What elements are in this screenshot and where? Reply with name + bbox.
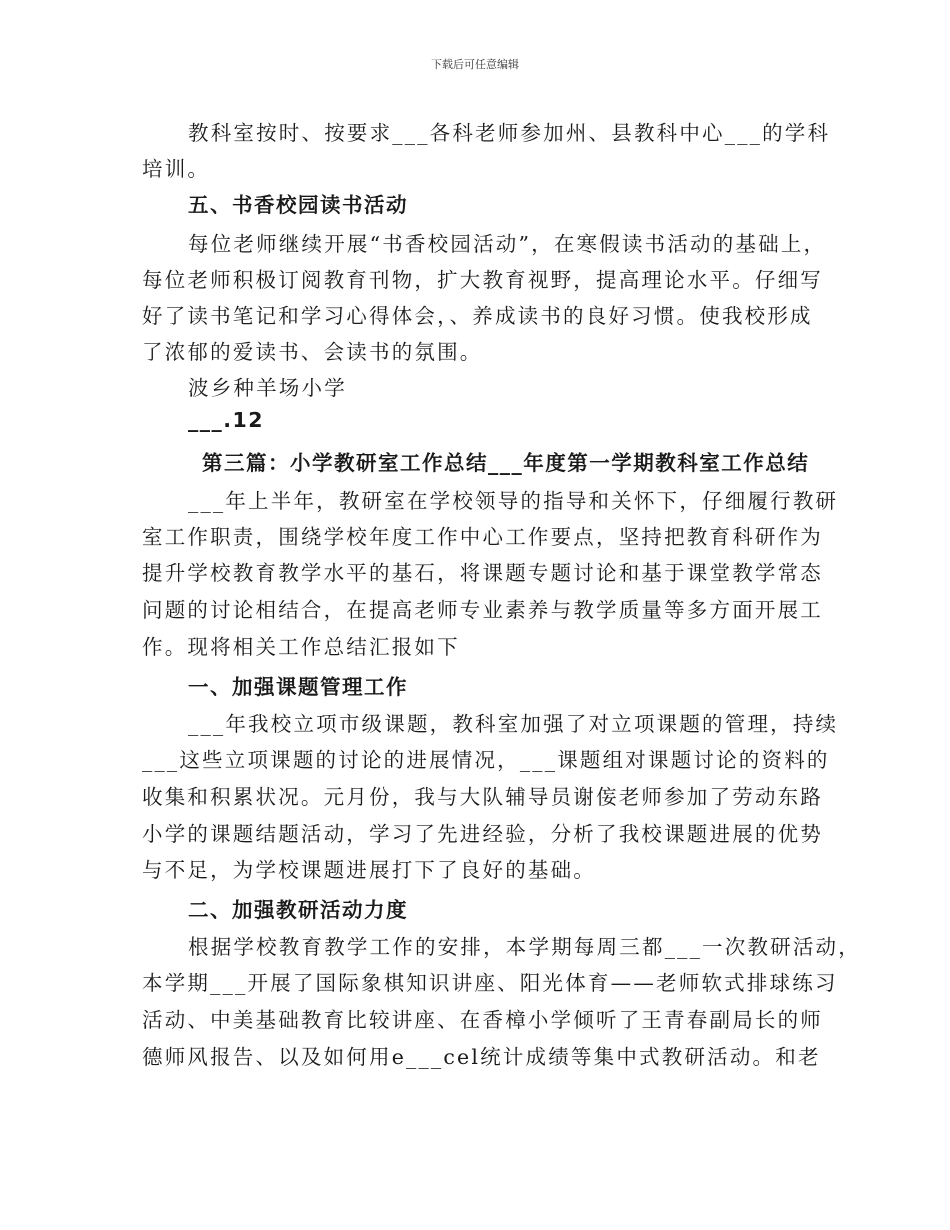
text-line: 培训。 (142, 157, 211, 181)
text-line: 小学的课题结题活动，学习了先进经验，分析了我校课题进展的优势 (142, 822, 823, 846)
school-name: 波乡种羊场小学 (188, 376, 347, 400)
section-heading: 五、书香校园读书活动 (188, 193, 408, 217)
text-line: 本学期___开展了国际象棋知识讲座、阳光体育——老师软式排球练习 (142, 971, 838, 995)
text-line: 每位老师积极订阅教育刊物，扩大教育视野，提高理论水平。仔细写 (142, 268, 823, 292)
section-heading: 一、加强课题管理工作 (188, 675, 408, 699)
text-line: 活动、中美基础教育比较讲座、在香樟小学倾听了王青春副局长的师 (142, 1008, 823, 1032)
text-line: 提升学校教育教学水平的基石，将课题专题讨论和基于课堂教学常态 (142, 561, 823, 585)
text-line: 每位老师继续开展“书香校园活动”，在寒假读书活动的基础上， (188, 232, 827, 256)
text-line: 了浓郁的爱读书、会读书的氛围。 (142, 340, 483, 364)
chapter-title: 第三篇：小学教研室工作总结___年度第一学期教科室工作总结 (202, 451, 810, 475)
text-line: 根据学校教育教学工作的安排，本学期每周三都___一次教研活动， (188, 935, 861, 959)
text-line: ___年上半年，教研室在学校领导的指导和关怀下，仔细履行教研 (188, 489, 839, 513)
text-line: ___年我校立项市级课题，教科室加强了对立项课题的管理，持续 (188, 712, 839, 736)
text-line: 问题的讨论相结合，在提高老师专业素养与教学质量等多方面开展工 (142, 598, 823, 622)
text-line: 室工作职责，围绕学校年度工作中心工作要点，坚持把教育科研作为 (142, 525, 823, 549)
text-line: 德师风报告、以及如何用e___cel统计成绩等集中式教研活动。和老 (142, 1045, 821, 1069)
section-heading: 二、加强教研活动力度 (188, 898, 408, 922)
text-line: 与不足，为学校课题进展打下了良好的基础。 (142, 858, 596, 882)
page-header: 下载后可任意编辑 (431, 58, 519, 71)
text-line: 收集和积累状况。元月份，我与大队辅导员谢侫老师参加了劳动东路 (142, 785, 823, 809)
text-line: 好了读书笔记和学习心得体会，、养成读书的良好习惯。使我校形成 (142, 304, 813, 328)
text-line: 作。现将相关工作总结汇报如下 (142, 635, 460, 659)
text-line: ___这些立项课题的讨论的进展情况，___课题组对课题讨论的资料的 (142, 748, 830, 772)
date-line: ___.12 (188, 408, 265, 432)
text-line: 教科室按时、按要求___各科老师参加州、县教科中心___的学科 (188, 121, 831, 145)
